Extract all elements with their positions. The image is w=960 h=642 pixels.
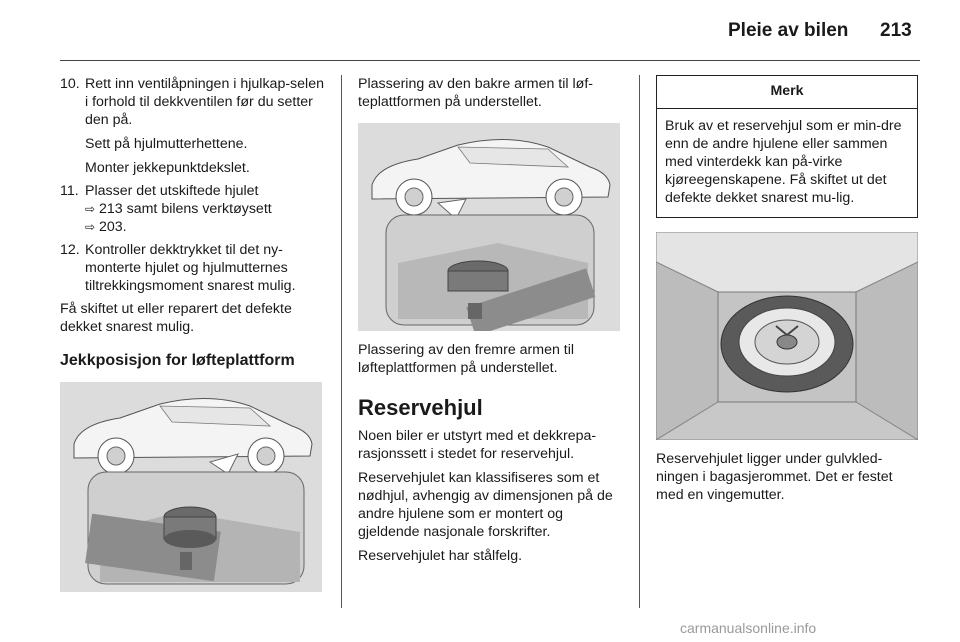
header-rule xyxy=(60,60,920,61)
column-divider-2 xyxy=(639,75,640,608)
section-heading: Reservehjul xyxy=(358,395,483,420)
lift-point-front-illustration xyxy=(358,123,620,331)
column-1 xyxy=(60,75,328,592)
spare-wheel-illustration xyxy=(656,232,918,440)
xref-link[interactable]: 213 samt bilens verktøysett xyxy=(99,201,272,217)
body-paragraph: Noen biler er utstyrt med et dekkrepa-rasjonssett i stedet for reservehjul. xyxy=(358,428,597,462)
column-3 xyxy=(656,75,922,504)
steps-list xyxy=(60,75,328,295)
step-text: Kontroller dekktrykket til det ny-monterte hjulet og hjulmutternes tiltrekkingsmoment snarest mulig. xyxy=(85,242,296,294)
page-number: 213 xyxy=(880,20,912,41)
step-xref-line xyxy=(85,218,328,236)
note-text: Bruk av et reservehjul som er min-dre enn de andre hjulene eller sammen med vinterdekk kan på-virke kjøreegenskapene. Få skiftet ut det defekte dekket snarest mu-lig. xyxy=(665,118,902,206)
step-number: 10. xyxy=(60,76,80,92)
arrow-ref-icon: ⇨ xyxy=(85,220,96,234)
step-xref-line xyxy=(85,200,328,218)
step-11 xyxy=(60,182,328,236)
lift-point-rear-illustration xyxy=(60,382,322,592)
arrow-ref-icon: ⇨ xyxy=(85,202,96,216)
figure-caption: Plassering av den bakre armen til løf-teplattformen på understellet. xyxy=(358,76,593,110)
body-paragraph: Reservehjulet har stålfelg. xyxy=(358,548,523,564)
step-12 xyxy=(60,241,328,295)
column-divider-1 xyxy=(341,75,342,608)
step-subtext: Sett på hjulmutterhettene. xyxy=(85,136,248,152)
step-number: 11. xyxy=(60,183,79,199)
figure-caption: Plassering av den fremre armen til løfteplattformen på understellet. xyxy=(358,342,575,376)
section-heading: Jekkposisjon for løfteplattform xyxy=(60,352,295,369)
body-paragraph: Få skiftet ut eller reparert det defekte dekket snarest mulig. xyxy=(60,301,292,335)
step-number: 12. xyxy=(60,242,80,258)
step-10 xyxy=(60,75,328,177)
step-text: Rett inn ventilåpningen i hjulkap-selen i forhold til dekkventilen før du setter den på. xyxy=(85,76,324,128)
watermark: carmanualsonline.info xyxy=(680,620,817,636)
note-title: Merk xyxy=(657,76,917,109)
step-text: Plasser det utskiftede hjulet xyxy=(85,183,259,199)
figure-caption: Reservehjulet ligger under gulvkled-ningen i bagasjerommet. Det er festet med en vingemutter. xyxy=(656,451,893,503)
step-subtext: Monter jekkepunktdekslet. xyxy=(85,160,250,176)
column-2 xyxy=(358,75,626,565)
page-section-title: Pleie av bilen xyxy=(728,20,849,41)
xref-link[interactable]: 203. xyxy=(99,219,127,235)
body-paragraph: Reservehjulet kan klassifiseres som et nødhjul, avhengig av dimensjonen på de andre hjulene som er montert og gjeldende nasjonale forskrifter. xyxy=(358,470,613,540)
note-box xyxy=(656,75,918,218)
